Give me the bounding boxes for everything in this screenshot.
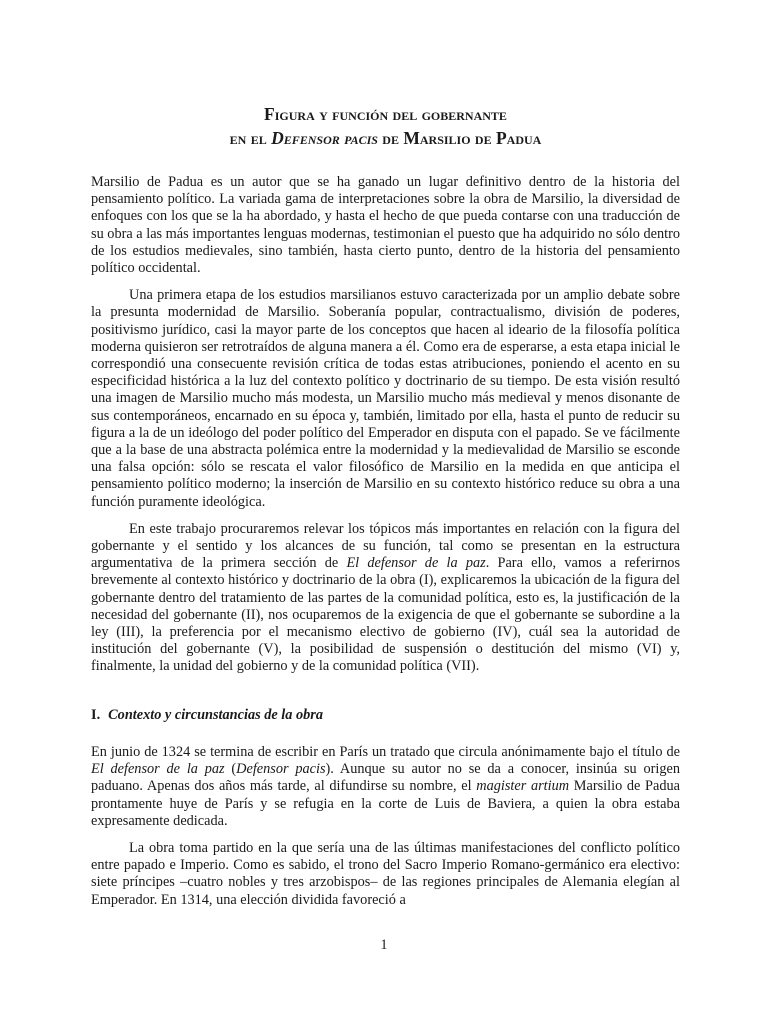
title-line-1: Figura y función del gobernante: [264, 104, 507, 124]
section-1-paragraph-2: La obra toma partido en la que sería una de las últimas manifestaciones del conflicto político entre papado e Imperio. Como es sabido, el trono del Sacro Imperio Romano-germánico era electivo: siete príncipes –cuatro nobles y tres arzobispos– de las regiones principales de Alemania elegían al Emperador. En 1314, una elección dividida favoreció a: [91, 839, 680, 908]
section-title: Contexto y circunstancias de la obra: [108, 706, 323, 723]
section-heading-1: [91, 707, 680, 724]
document-title: [91, 102, 680, 150]
intro-paragraph-1: Marsilio de Padua es un autor que se ha ganado un lugar definitivo dentro de la historia del pensamiento político. La variada gama de interpretaciones sobre la obra de Marsilio, la diversidad de enfoques con los que se la ha abordado, y hasta el hecho de que pueda contarse con una traducción de su obra a las más importantes lenguas modernas, testimonian el puesto que ha adquirido no sólo dentro de los estudios medievales, sino también, hasta cierto punto, dentro de la historia del pensamiento político occidental.: [91, 174, 680, 277]
intro-paragraph-2: Una primera etapa de los estudios marsilianos estuvo caracterizada por un amplio debate sobre la presunta modernidad de Marsilio. Soberanía popular, contractualismo, división de poderes, positivismo jurídico, casi la mayor parte de los conceptos que hacen al ideario de la filosofía política moderna quisieron ser retrotraídos de alguna manera a él. Como era de esperarse, a esta etapa inicial le correspondió una consecuente revisión crítica de todas estas atribuciones, poniendo el acento en su especificidad histórica a la luz del contexto político y doctrinario de su tiempo. De esta visión resultó una imagen de Marsilio mucho más modesta, un Marsilio mucho más medieval y menos disonante de sus contemporáneos, encarnado en su época y, también, limitado por ella, hasta el punto de reducir su figura a la de un ideólogo del poder político del Emperador en disputa con el papado. Se ve fácilmente que a la base de una abstracta polémica entre la modernidad y la medievalidad de Marsilio se esconde una falsa opción: sólo se rescata el valor filosófico de Marsilio en la medida en que anticipa el pensamiento político moderno; la inserción de Marsilio en su contexto histórico reduce su obra a una función puramente ideológica.: [91, 287, 680, 510]
section-number: I.: [91, 706, 101, 723]
title-line-2: en el Defensor pacis de Marsilio de Padua: [229, 128, 542, 148]
intro-paragraph-3: En este trabajo procuraremos relevar los tópicos más importantes en relación con la figura del gobernante y el sentido y los alcances de su función, tal como se presentan en la estructura argumentativa de la primera sección de El defensor de la paz. Para ello, vamos a referirnos brevemente al contexto histórico y doctrinario de la obra (I), explicaremos la ubicación de la figura del gobernante dentro del tratamiento de las partes de la comunidad política, esto es, la justificación de la necesidad del gobernante (II), nos ocuparemos de la exigencia de que el gobernante se subordine a la ley (III), la preferencia por el mecanismo electivo de gobierno (IV), cuál sea la autoridad de institución del gobernante (V), la posibilidad de suspensión o destitución del mismo (VI) y, finalmente, la unidad del gobierno y de la comunidad política (VII).: [91, 520, 681, 675]
page-number: 1: [380, 937, 388, 953]
section-1-paragraph-1: En junio de 1324 se termina de escribir en París un tratado que circula anónimamente bajo el título de El defensor de la paz (Defensor pacis). Aunque su autor no se da a conocer, insinúa su origen paduano. Apenas dos años más tarde, al difundirse su nombre, el magister artium Marsilio de Padua prontamente huye de París y se refugia en la corte de Luis de Baviera, a quien la obra estaba expresamente dedicada.: [91, 743, 680, 829]
document-page: [91, 0, 680, 909]
